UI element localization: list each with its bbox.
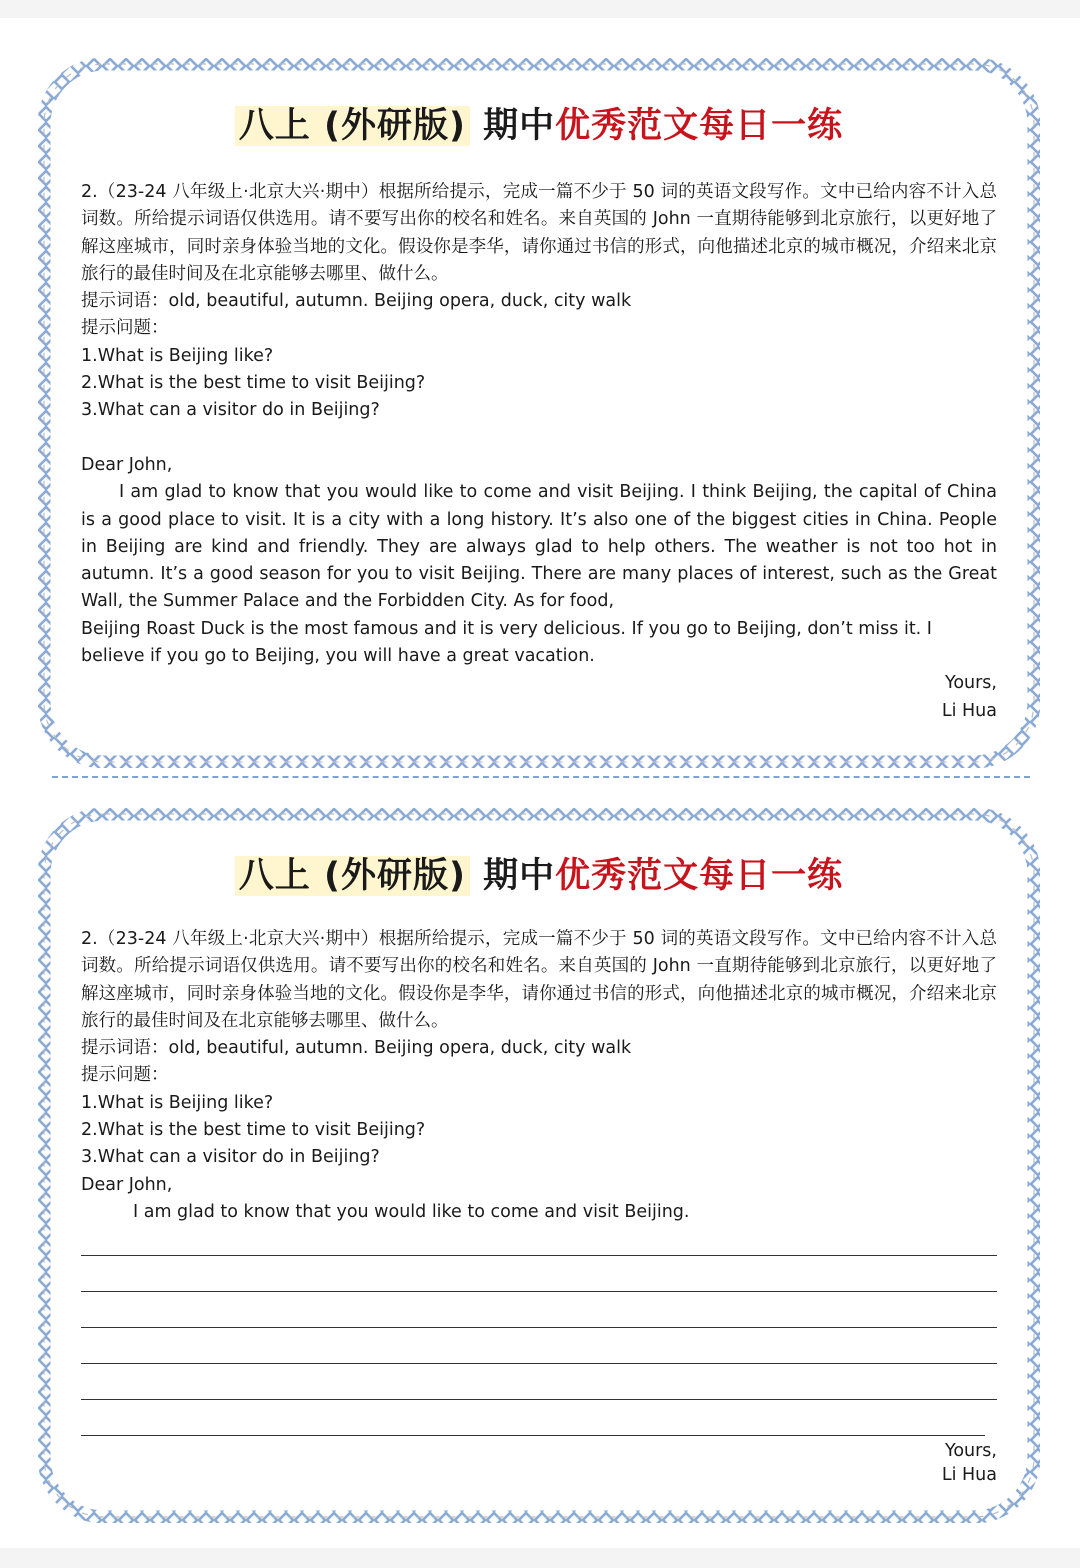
writing-line[interactable] [81,1220,997,1256]
worksheet-page [0,18,1080,1548]
hint-questions-label: 提示问题： [81,318,169,339]
closing: Yours, [944,673,997,694]
signature: Li Hua [941,1465,997,1485]
writing-line[interactable] [81,1256,997,1292]
hint-question-3: 3.What can a visitor do in Beijing? [81,1147,380,1168]
closing: Yours, [944,1441,997,1461]
title-highlight: 八上 (外研版) [235,106,470,146]
writing-line[interactable] [81,1364,997,1400]
worksheet-title [81,846,997,906]
letter-body: I am glad to know that you would like to come and visit Beijing. I think Beijing, the capital of China is a good place to visit. It is a city with a long history. It’s also one of the biggest cities in China. People in Beijing are kind and friendly. They are always glad to help others. The weather is not too hot in autumn. It’s a good season for you to visit Beijing. There are many places of interest, such as the Great Wall, the Summer Palace and the Forbidden City. As for food, [81,482,997,612]
title-middle: 期中 [469,856,556,896]
writing-line[interactable] [81,1328,997,1364]
exercise-opening-sentence: I am glad to know that you would like to come and visit Beijing. [133,1201,690,1222]
hint-question-1: 1.What is Beijing like? [81,1092,274,1113]
hint-question-2: 2.What is the best time to visit Beijing? [81,1120,426,1141]
writing-prompt: 2.（23-24 八年级上·北京大兴·期中）根据所给提示，完成一篇不少于 50 词的英语文段写作。文中已给内容不计入总词数。所给提示词语仅供选用。请不要写出你的校名和姓名。来自英国的 John 一直期待能够到北京旅行，以更好地了解这座城市，同时亲身体验当地的文化。假设你是李华，请你通过书信的形式，向他描述北京的城市概况，介绍来北京旅行的最佳时间及在北京能够去哪里、做什么。 [81,182,997,284]
title-red: 优秀范文每日一练 [555,856,844,896]
writing-line[interactable] [81,1400,985,1436]
worksheet-title [81,96,997,156]
letter-body-continued: Beijing Roast Duck is the most famous and it is very delicious. If you go to Beijing, don’t miss it. I believe if you go to Beijing, you will have a great vacation. [81,618,932,667]
hint-questions-label: 提示问题： [81,1065,169,1086]
exercise-card [38,808,1040,1523]
writing-line[interactable] [81,1292,997,1328]
title-red: 优秀范文每日一练 [555,106,844,146]
model-essay-card [38,58,1040,768]
salutation: Dear John, [81,454,173,475]
hint-question-2: 2.What is the best time to visit Beijing? [81,373,426,394]
hint-question-3: 3.What can a visitor do in Beijing? [81,400,380,421]
hint-words: 提示词语：old, beautiful, autumn. Beijing opera, duck, city walk [81,291,632,312]
hint-words: 提示词语：old, beautiful, autumn. Beijing opera, duck, city walk [81,1038,632,1059]
exercise-text [81,926,997,1226]
signature: Li Hua [941,700,997,721]
salutation: Dear John, [81,1174,173,1195]
exercise-signoff [942,1439,997,1487]
hint-question-1: 1.What is Beijing like? [81,345,274,366]
cut-line-divider [52,776,1030,778]
title-highlight: 八上 (外研版) [235,856,470,896]
model-essay-text [81,179,997,725]
title-middle: 期中 [469,106,556,146]
writing-prompt: 2.（23-24 八年级上·北京大兴·期中）根据所给提示，完成一篇不少于 50 词的英语文段写作。文中已给内容不计入总词数。所给提示词语仅供选用。请不要写出你的校名和姓名。来自英国的 John 一直期待能够到北京旅行，以更好地了解这座城市，同时亲身体验当地的文化。假设你是李华，请你通过书信的形式，向他描述北京的城市概况，介绍来北京旅行的最佳时间及在北京能够去哪里、做什么。 [81,929,997,1031]
writing-lines[interactable] [81,1220,997,1436]
